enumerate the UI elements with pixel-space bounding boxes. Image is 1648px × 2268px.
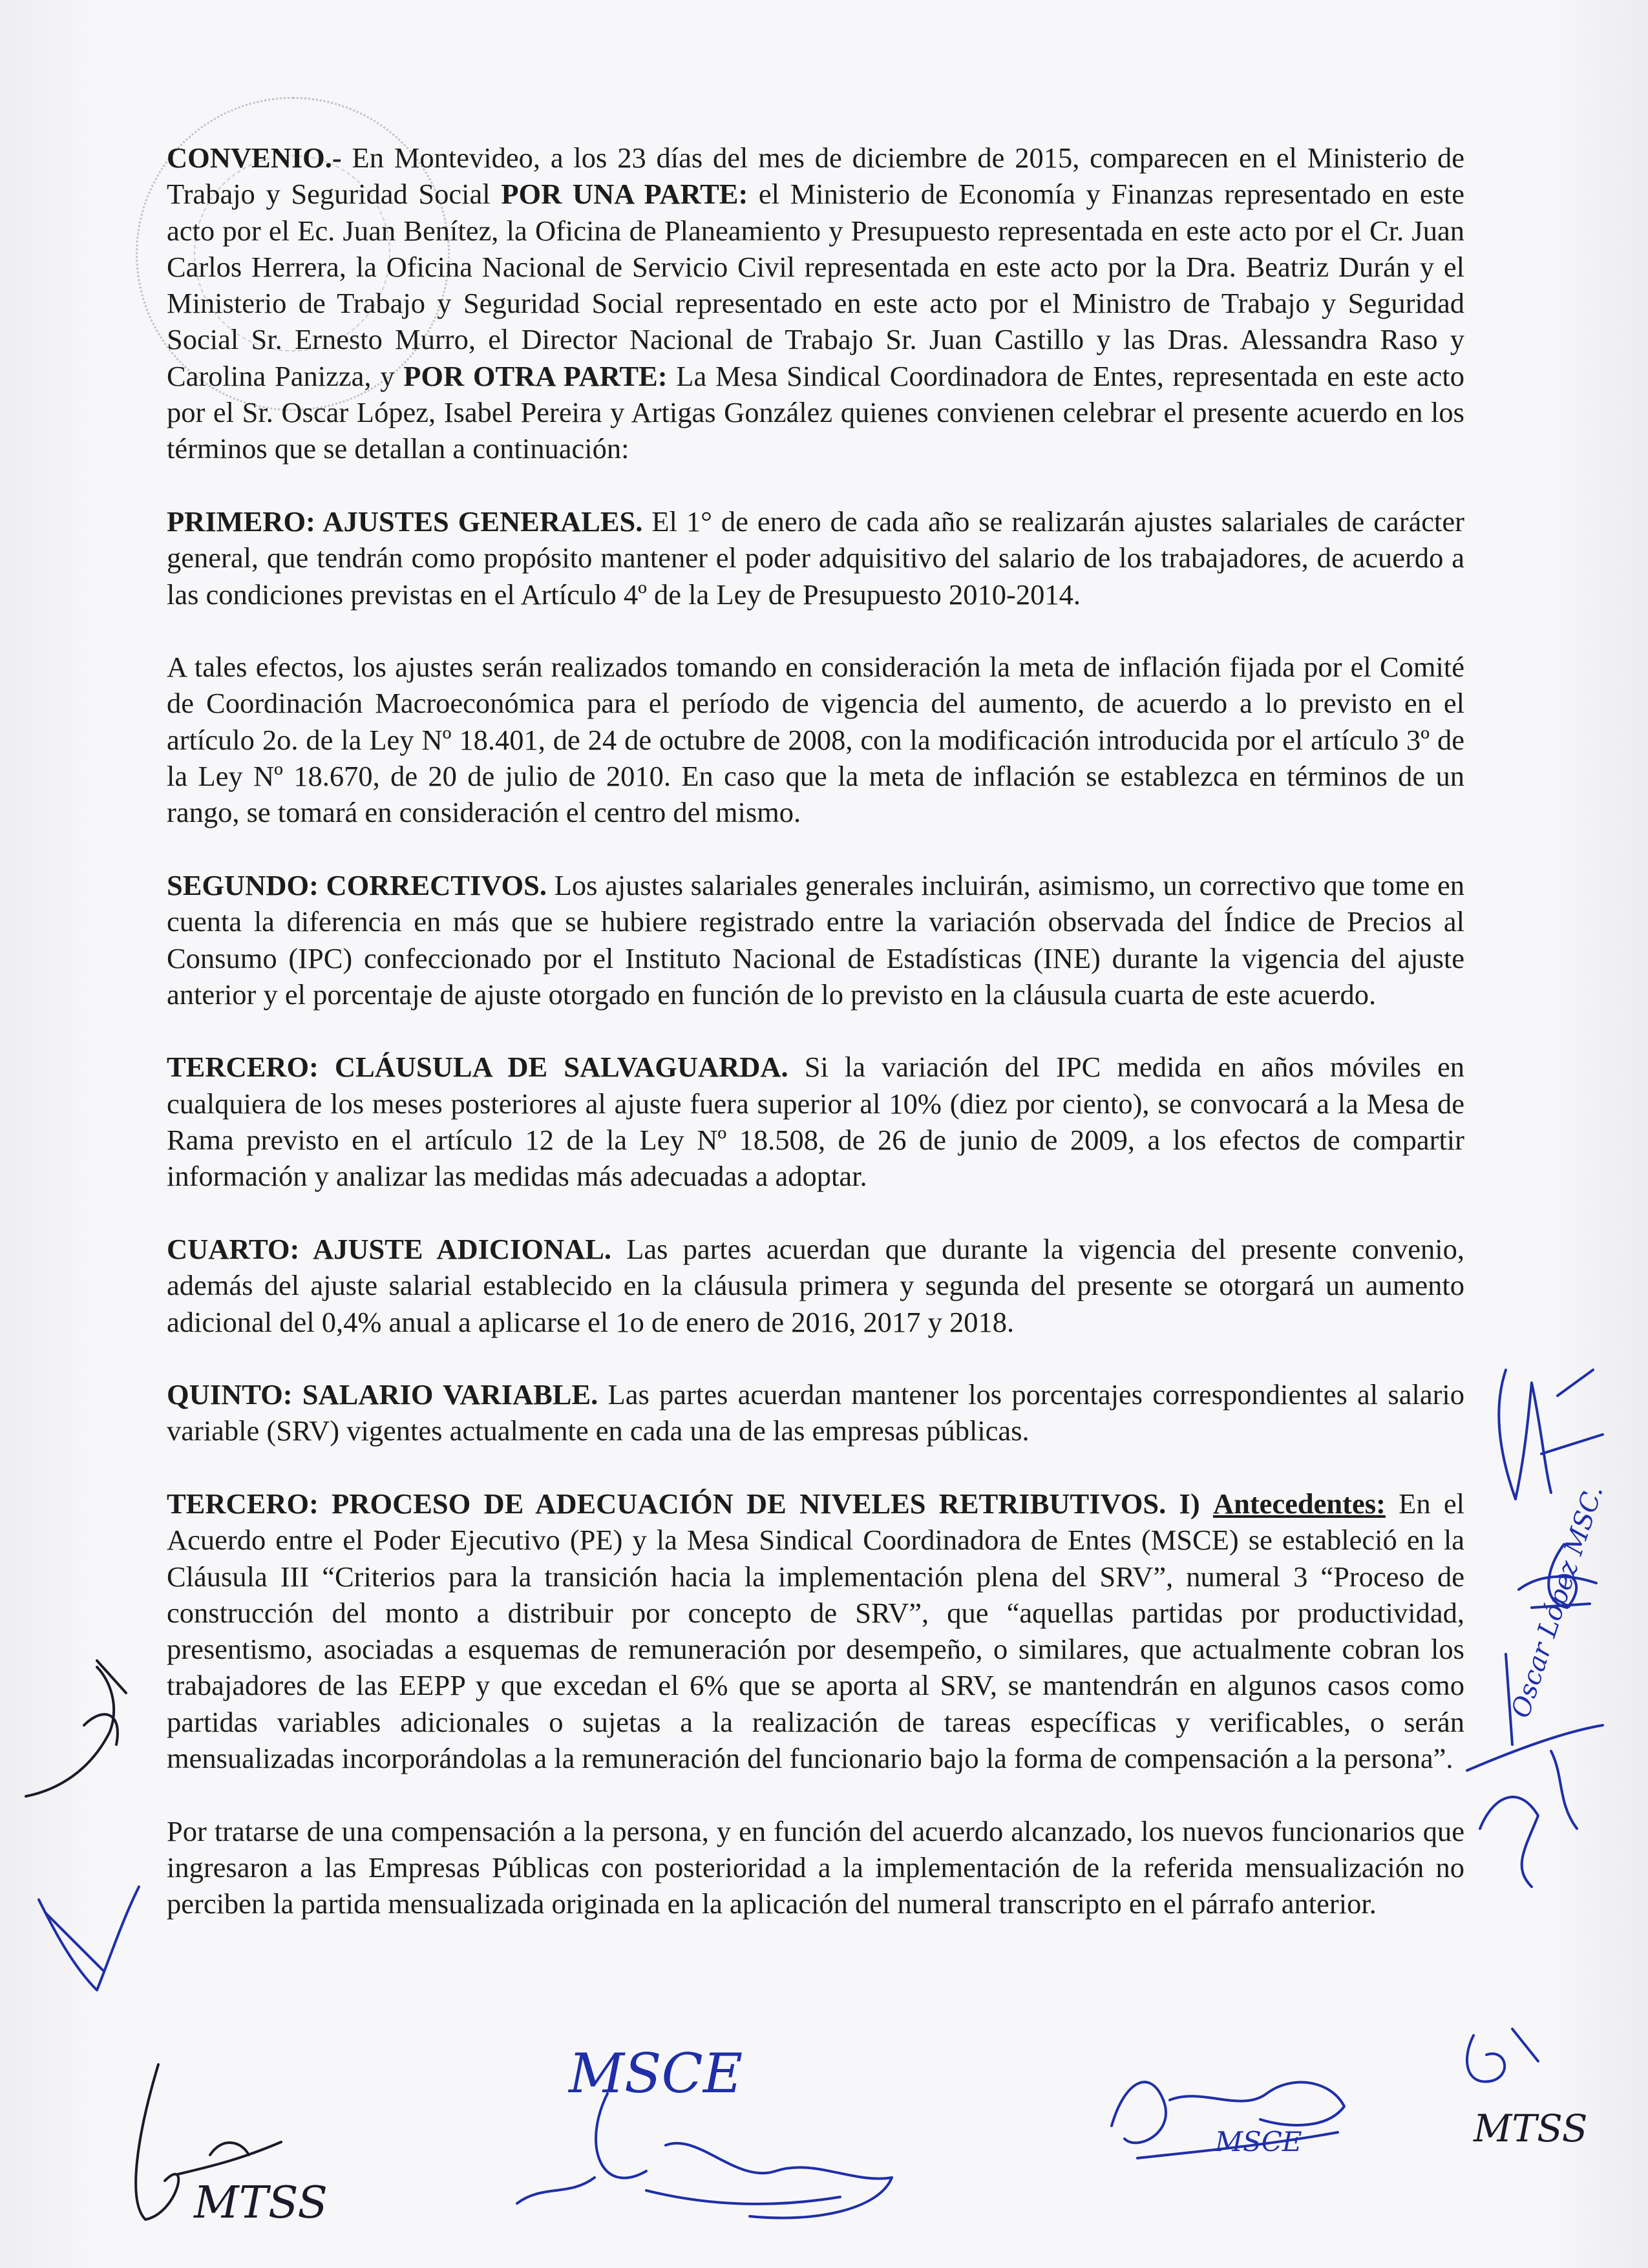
segundo-text: Los ajustes salariales generales incluirán, asimismo, un correctivo que tome en cuenta la diferencia en más que se hubiere registrado entre la variación observada del Índice de Precios al Consumo (IPC) confeccionado por el Instituto Nacional de Estadísticas (INE) durante la vigencia del ajuste anterior y el porcentaje de ajuste otorgado en función de lo previsto en la cláusula cuarta de este acuerdo.	[167, 868, 1464, 1011]
paragraph-tercero-salvaguarda	[167, 1049, 1464, 1194]
tercero-proceso-text: En el Acuerdo entre el Poder Ejecutivo (PE) y la Mesa Sindical Coordinadora de Entes (MSCE) se estableció en la Cláusula III “Criterios para la transición hacia la implementación plena del SRV”, numeral 3 “Proceso de construcción del monto a distribuir por concepto de SRV”, que “aquellas partidas por productividad, presentismo, asociadas a esquemas de remuneración por desempeño, o similares, que actualmente cobran los trabajadores de las EEPP y que excedan el 6% que se aporta al SRV, se mantendrán en algunos casos como partidas variables adicionales o sujetas a la realización de tareas específicas y verificables, o serán mensualizadas incorporándolas a la remuneración del funcionario bajo la forma de compensación a la persona”.	[167, 1487, 1464, 1775]
por-una-parte: POR UNA PARTE:	[501, 178, 748, 211]
bottom-far-right-signature	[1454, 2016, 1551, 2100]
tercero-salvaguarda-heading: TERCERO: CLÁUSULA DE SALVAGUARDA.	[167, 1051, 788, 1084]
antecedentes-label: Antecedentes:	[1212, 1487, 1386, 1520]
paragraph-primero	[167, 503, 1464, 613]
document-body	[167, 140, 1464, 1922]
convenio-heading: CONVENIO.-	[167, 142, 342, 174]
tercero-salvaguarda-text: Si la variación del IPC medida en años móviles en cualquiera de los meses posteriores al ajuste fuera superior al 10% (diez por ciento), se convocará a la Mesa de Rama previsto en el artículo 12 de la Ley Nº 18.508, de 26 de junio de 2009, a los efectos de compartir información y analizar las medidas más adecuadas a adoptar.	[167, 1051, 1464, 1193]
primero-text: El 1° de enero de cada año se realizarán ajustes salariales de carácter general, que tendrán como propósito mantener el poder adquisitivo del salario de los trabajadores, de acuerdo a las condiciones previstas en el Artículo 4º de la Ley de Presupuesto 2010-2014.	[167, 505, 1464, 611]
paragraph-a-tales-efectos	[167, 649, 1464, 830]
por-tratarse-text: Por tratarse de una compensación a la persona, y en función del acuerdo alcanzado, los nuevos funcionarios que ingresaron a las Empresas Públicas con posterioridad a la implementación de la referida mensualización no perciben la partida mensualizada originada en la aplicación del numeral transcripto en el párrafo anterior.	[167, 1814, 1464, 1920]
paragraph-convenio	[167, 140, 1464, 467]
right-margin-note: Oscar López MSC.	[1506, 1481, 1609, 1722]
bottom-left-note: MTSS	[194, 2178, 328, 2229]
cuarto-heading: CUARTO: AJUSTE ADICIONAL.	[167, 1232, 612, 1265]
bottom-right-signature	[1099, 2042, 1370, 2184]
paragraph-por-tratarse	[167, 1813, 1464, 1922]
convenio-text-2: el Ministerio de Economía y Finanzas representado en este acto por el Ec. Juan Benítez, la Oficina de Planeamiento y Presupuesto representada en este acto por el Cr. Juan Carlos Herrera, la Oficina Nacional de Servicio Civil representada en este acto por la Dra. Beatriz Durán y el Ministerio de Trabajo y Seguridad Social representado en este acto por el Ministro de Trabajo y Seguridad Social Sr. Ernesto Murro, el Director Nacional de Trabajo Sr. Juan Castillo y las Dras. Alessandra Raso y Carolina Panizza, y	[167, 178, 1465, 392]
paragraph-cuarto	[167, 1231, 1464, 1340]
quinto-heading: QUINTO: SALARIO VARIABLE.	[167, 1378, 598, 1411]
paragraph-quinto	[167, 1376, 1464, 1449]
a-tales-efectos-text: A tales efectos, los ajustes serán realizados tomando en consideración la meta de inflación fijada por el Comité de Coordinación Macroeconómica para el período de vigencia del aumento, de acuerdo a lo previsto en el artículo 2o. de la Ley Nº 18.401, de 24 de octubre de 2008, con la modificación introducida por el artículo 3º de la Ley Nº 18.670, de 20 de julio de 2010. En caso que la meta de inflación se establezca en términos de un rango, se tomará en consideración el centro del mismo.	[167, 651, 1464, 829]
cuarto-text: Las partes acuerdan que durante la vigencia del presente convenio, además del ajuste salarial establecido en la cláusula primera y segunda del presente se otorgará un aumento adicional del 0,4% anual a aplicarse el 1o de enero de 2016, 2017 y 2018.	[167, 1232, 1464, 1338]
paragraph-tercero-proceso	[167, 1486, 1464, 1776]
right-margin-signature-3	[1454, 1635, 1648, 1906]
primero-heading: PRIMERO: AJUSTES GENERALES.	[167, 505, 643, 538]
tercero-proceso-heading: TERCERO: PROCESO DE ADECUACIÓN DE NIVELES RETRIBUTIVOS. I)	[167, 1487, 1200, 1520]
left-margin-blue-mark	[26, 1861, 155, 2003]
quinto-text: Las partes acuerdan mantener los porcentajes correspondientes al salario variable (SRV) vigentes actualmente en cada una de las empresas públicas.	[167, 1378, 1464, 1447]
bottom-center-note: MSCE	[569, 2042, 743, 2105]
left-margin-signature	[13, 1641, 142, 1854]
segundo-heading: SEGUNDO: CORRECTIVOS.	[167, 868, 547, 901]
bottom-right-note: MSCE	[1215, 2126, 1302, 2158]
convenio-text-1: En Montevideo, a los 23 días del mes de diciembre de 2015, comparecen en el Ministerio de Trabajo y Seguridad Social	[167, 142, 1464, 211]
paragraph-segundo	[167, 867, 1464, 1013]
bottom-far-right-note: MTSS	[1474, 2106, 1588, 2150]
convenio-text-3: La Mesa Sindical Coordinadora de Entes, representada en este acto por el Sr. Oscar López, Isabel Pereira y Artigas González quienes convienen celebrar el presente acuerdo en los términos que se detallan a continuación:	[167, 359, 1464, 465]
por-otra-parte: POR OTRA PARTE:	[403, 359, 668, 392]
